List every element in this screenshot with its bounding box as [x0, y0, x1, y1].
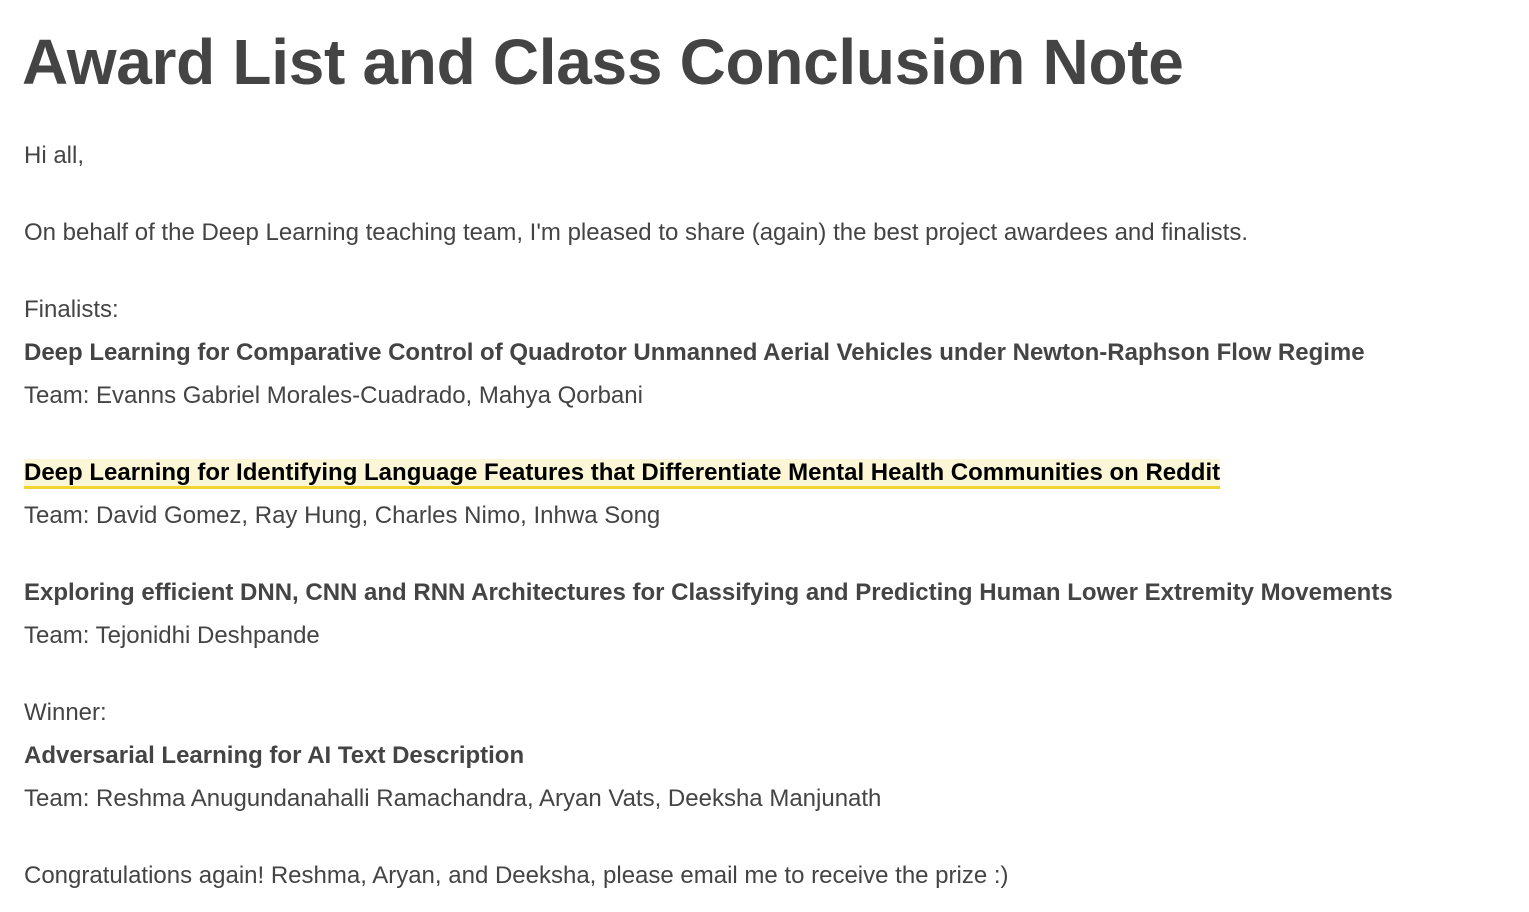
- finalist-project-title-highlighted: [24, 458, 1220, 488]
- closing-text: Congratulations again! Reshma, Aryan, and Deeksha, please email me to receive the prize :): [24, 862, 1009, 889]
- finalist-project-title: Exploring efficient DNN, CNN and RNN Architectures for Classifying and Predicting Human Lower Extremity Movements: [24, 579, 1393, 606]
- finalist-team: Team: David Gomez, Ray Hung, Charles Nimo, Inhwa Song: [24, 502, 661, 529]
- page-title: Award List and Class Conclusion Note: [22, 26, 1184, 98]
- winner-project-title: Adversarial Learning for AI Text Description: [24, 742, 525, 769]
- finalist-project-title: Deep Learning for Comparative Control of Quadrotor Unmanned Aerial Vehicles under Newton-Raphson Flow Regime: [24, 339, 1365, 366]
- greeting-text: Hi all,: [24, 142, 85, 169]
- finalist-team: Team: Evanns Gabriel Morales-Cuadrado, Mahya Qorbani: [24, 382, 643, 409]
- winner-team: Team: Reshma Anugundanahalli Ramachandra, Aryan Vats, Deeksha Manjunath: [24, 785, 882, 812]
- highlighted-text: Deep Learning for Identifying Language Features that Differentiate Mental Health Communities on Reddit: [24, 459, 1220, 489]
- finalists-label: Finalists:: [24, 296, 119, 323]
- winner-label: Winner:: [24, 699, 107, 726]
- finalist-team: Team: Tejonidhi Deshpande: [24, 622, 320, 649]
- intro-text: On behalf of the Deep Learning teaching team, I'm pleased to share (again) the best project awardees and finalists.: [24, 219, 1248, 246]
